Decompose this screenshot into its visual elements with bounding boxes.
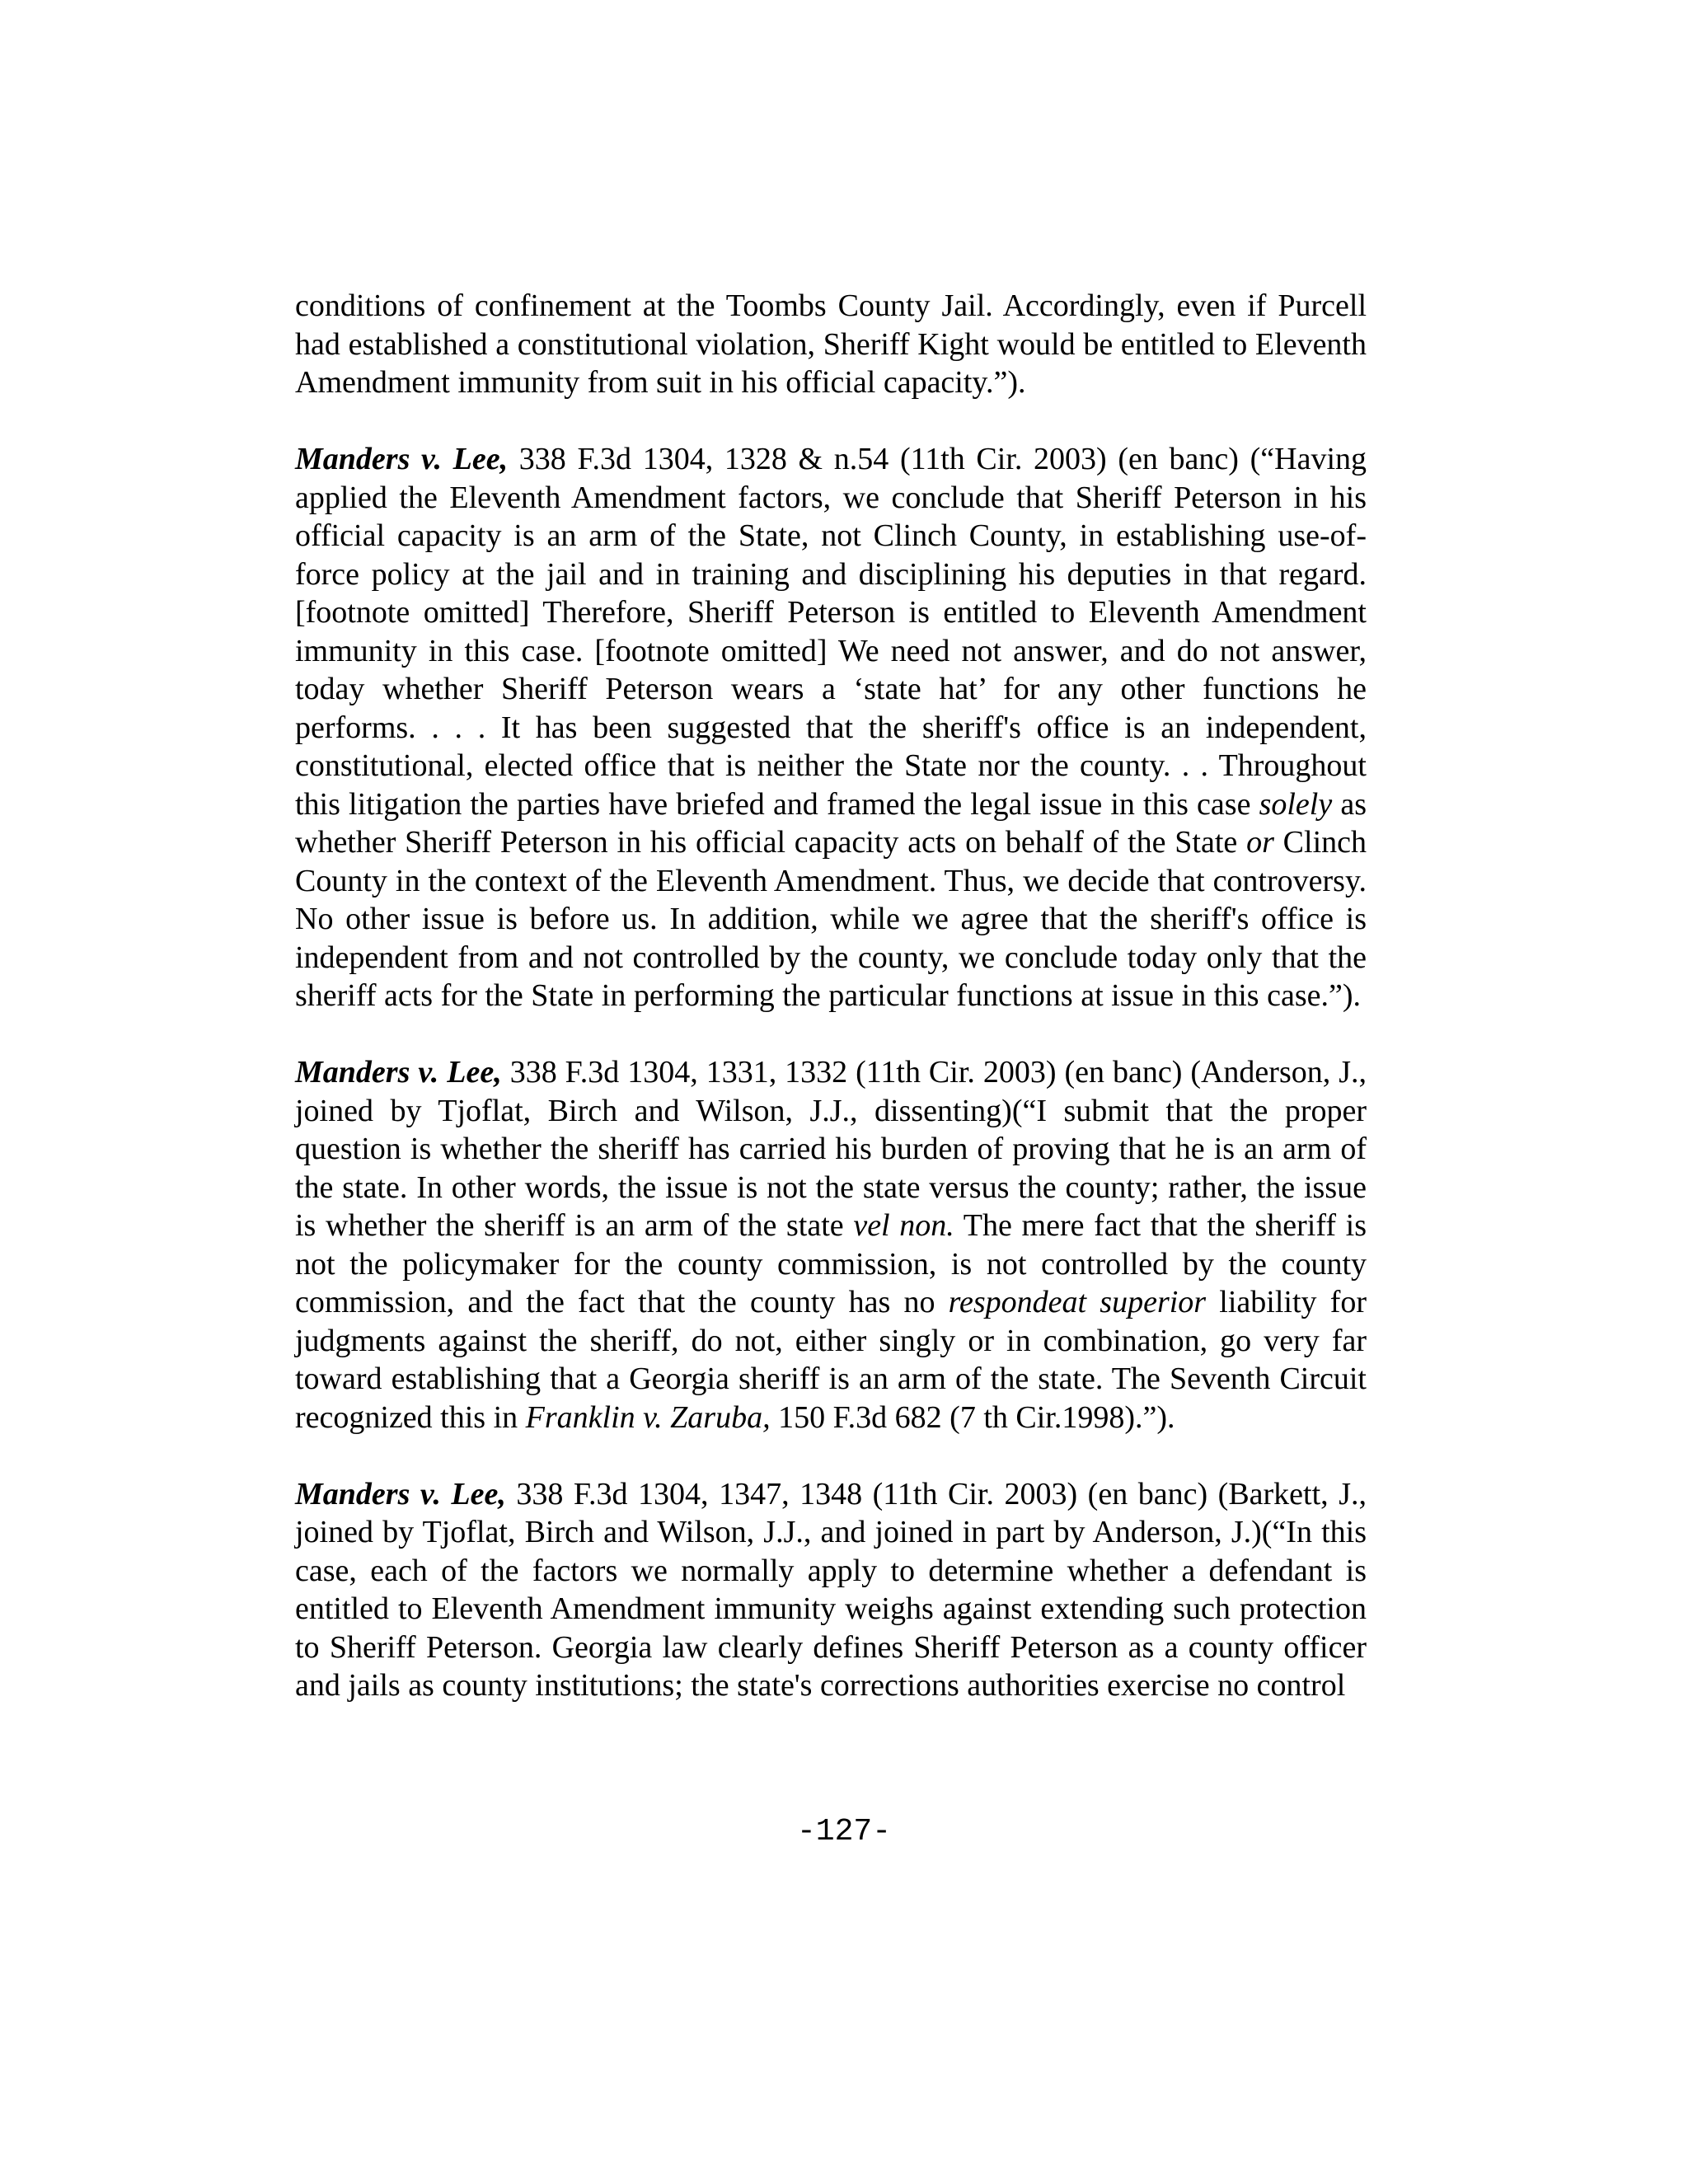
- paragraph-text: 338 F.3d 1304, 1347, 1348 (11th Cir. 2003) (en banc) (Barkett, J., joined by Tjoflat, Birch and Wilson, J.J., and joined in part by Anderson, J.)(“In this case, each of the factors we normally apply to determine whether a defendant is entitled to Eleventh Amendment immunity weighs against extending such protection to Sheriff Peterson. Georgia law clearly defines Sheriff Peterson as a county officer and jails as county institutions; the state's corrections authorities exercise no control: [295, 1476, 1367, 1703]
- paragraph-text: 338 F.3d 1304, 1328 & n.54 (11th Cir. 2003) (en banc) (“Having applied the Eleventh Amendment factors, we conclude that Sheriff Peterson in his official capacity is an arm of the State, not Clinch County, in establishing use-of-force policy at the jail and in training and disciplining his deputies in that regard.[footnote omitted] Therefore, Sheriff Peterson is entitled to Eleventh Amendment immunity in this case. [footnote omitted] We need not answer, and do not answer, today whether Sheriff Peterson wears a ‘state hat’ for any other functions he performs. . . . It has been suggested that the sheriff's office is an independent, constitutional, elected office that is neither the State nor the county. . . Throughout this litigation the parties have briefed and framed the legal issue in this case: [295, 442, 1367, 822]
- case-name: Manders v. Lee,: [295, 1476, 506, 1511]
- paragraph-text: liability for judgments against the sheriff, do not, either singly or in combination, go very far toward establishing that a Georgia sheriff is an arm of the state. The Seventh Circuit recognized this in: [295, 1285, 1367, 1435]
- emphasis-text: respondeat superior: [948, 1285, 1207, 1319]
- emphasis-text: or: [1246, 825, 1274, 860]
- page-number: -127-: [796, 1814, 892, 1849]
- case-name: Manders v. Lee,: [295, 1055, 502, 1090]
- case-citation-italic: Franklin v. Zaruba,: [525, 1399, 771, 1435]
- emphasis-text: solely: [1259, 786, 1333, 822]
- emphasis-text: vel non.: [853, 1208, 954, 1243]
- paragraph-manders-barkett-dissent: [295, 1475, 1367, 1705]
- paragraph-text: 150 F.3d 682 (7 th Cir.1998).”).: [770, 1399, 1175, 1435]
- paragraph-manders-anderson-dissent: [295, 1053, 1367, 1436]
- paragraph-text: The mere fact that the sheriff is not the policymaker for the county commission, is not controlled by the county commission, and the fact that the county has no: [295, 1208, 1367, 1319]
- paragraph-text: Clinch County in the context of the Eleventh Amendment. Thus, we decide that controversy. No other issue is before us. In addition, while we agree that the sheriff's office is independent from and not controlled by the county, we conclude today only that the sheriff acts for the State in performing the particular functions at issue in this case.”).: [295, 825, 1367, 1013]
- case-name: Manders v. Lee,: [295, 442, 509, 476]
- paragraph-text: conditions of confinement at the Toombs County Jail. Accordingly, even if Purcell had established a constitutional violation, Sheriff Kight would be entitled to Eleventh Amendment immunity from suit in his official capacity.”).: [295, 288, 1367, 400]
- paragraph-continuation: [295, 287, 1367, 402]
- paragraph-text: 338 F.3d 1304, 1331, 1332 (11th Cir. 2003) (en banc) (Anderson, J., joined by Tjoflat, Birch and Wilson, J.J., dissenting)(“I submit that the proper question is whether the sheriff has carried his burden of proving that he is an arm of the state. In other words, the issue is not the state versus the county; rather, the issue is whether the sheriff is an arm of the state: [295, 1055, 1367, 1243]
- body-text: [295, 287, 1367, 1743]
- paragraph-text: as whether Sheriff Peterson in his official capacity acts on behalf of the State: [295, 786, 1367, 860]
- paragraph-manders-majority: [295, 440, 1367, 1015]
